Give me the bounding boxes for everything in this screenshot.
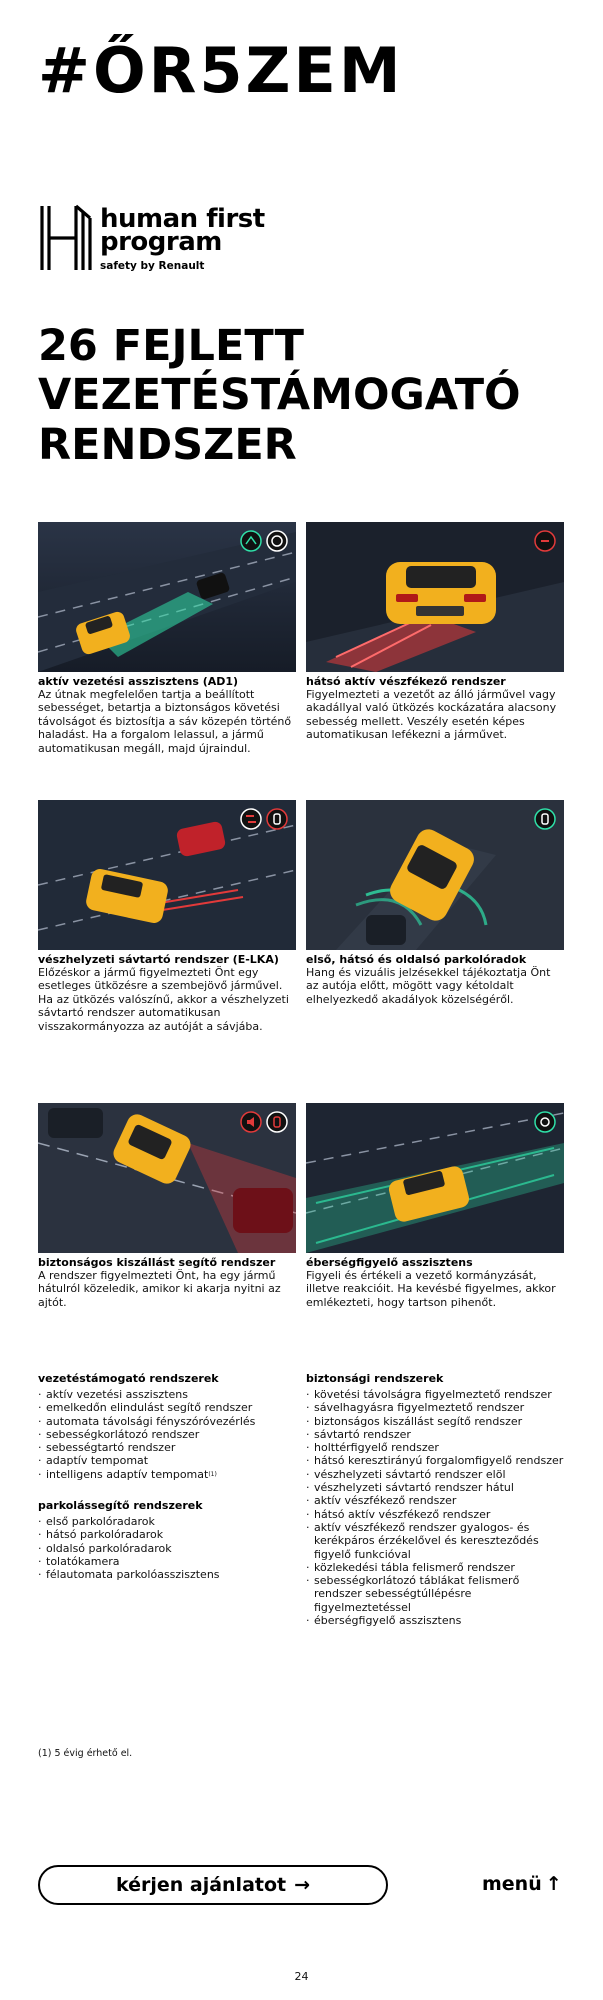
menu-label: menü xyxy=(482,1873,542,1895)
menu-button[interactable] xyxy=(482,1873,562,1895)
feature-card-ad1 xyxy=(38,522,296,755)
feature-image-safe-exit xyxy=(38,1103,296,1253)
feature-desc-safe-exit: A rendszer figyelmezteti Önt, ha egy jármű hátulról közeledik, amikor ki akarja nyitni az ajtót. xyxy=(38,1269,281,1309)
steering-wheel-icon xyxy=(266,530,288,552)
main-title-line2: VEZETÉSTÁMOGATÓ xyxy=(38,370,521,421)
list-item: · holttérfigyelő rendszer xyxy=(306,1441,568,1454)
list-item: · hátsó aktív vészfékező rendszer xyxy=(306,1508,568,1521)
feature-title-attention-assist: éberségfigyelő asszisztens xyxy=(306,1256,473,1269)
list-item: · vészhelyzeti sávtartó rendszer hátul xyxy=(306,1481,568,1494)
list-item: · sebességkorlátozó rendszer xyxy=(38,1428,300,1441)
feature-desc-rear-aeb: Figyelmezteti a vezetőt az álló járművel vagy akadállyal való ütközés kockázatára alacsony sebesség mellett. Veszély esetén képes automatikusan lefékezni a járművet. xyxy=(306,688,557,742)
list-item: · közlekedési tábla felismerő rendszer xyxy=(306,1561,568,1574)
feature-card-rear-aeb xyxy=(306,522,564,742)
feature-card-safe-exit xyxy=(38,1103,296,1309)
list-item: · automata távolsági fényszóróvezérlés xyxy=(38,1415,300,1428)
main-title-line1: 26 FEJLETT xyxy=(38,321,304,371)
safety-heading: biztonsági rendszerek xyxy=(306,1372,444,1385)
feature-desc-attention-assist: Figyeli és értékeli a vezető kormányzását, illetve reakcióit. Ha kevésbé figyelmes, akkor emlékezteti, hogy tartson pihenőt. xyxy=(306,1269,556,1309)
speaker-icon xyxy=(240,1111,262,1133)
list-item: · aktív vészfékező rendszer gyalogos- és kerékpáros érzékelővel és kereszteződés figyelő funkcióval xyxy=(306,1521,568,1561)
list-item: · sávelhagyásra figyelmeztető rendszer xyxy=(306,1401,568,1414)
list-item: · hátsó keresztirányú forgalomfigyelő rendszer xyxy=(306,1454,568,1467)
feature-image-attention-assist xyxy=(306,1103,564,1253)
list-item: · aktív vezetési asszisztens xyxy=(38,1388,300,1401)
footnote: (1) 5 évig érhető el. xyxy=(38,1748,133,1759)
list-item: · éberségfigyelő asszisztens xyxy=(306,1614,568,1627)
arrow-right-icon: → xyxy=(294,1874,311,1896)
footnote-marker: (1) xyxy=(208,1470,217,1478)
list-item: · tolatókamera xyxy=(38,1555,300,1568)
feature-image-rear-aeb xyxy=(306,522,564,672)
feature-image-elka xyxy=(38,800,296,950)
list-item: · oldalsó parkolóradarok xyxy=(38,1542,300,1555)
list-item: · első parkolóradarok xyxy=(38,1515,300,1528)
feature-desc-parking-sensors: Hang és vizuális jelzésekkel tájékoztatja Önt az autója előtt, mögött vagy kétoldalt elhelyezkedő akadályok közelségéről. xyxy=(306,966,551,1006)
logo-subtitle: safety by Renault xyxy=(100,260,205,272)
list-item: · sávtartó rendszer xyxy=(306,1428,568,1441)
feature-image-parking-sensors xyxy=(306,800,564,950)
feature-card-parking-sensors xyxy=(306,800,564,1006)
logo-mark-icon xyxy=(38,202,94,274)
logo-text-line2: program xyxy=(100,227,222,257)
driving-assist-heading: vezetéstámogató rendszerek xyxy=(38,1372,219,1385)
hashtag-title: #ŐR5ZEM xyxy=(38,34,404,107)
feature-desc-elka: Előzéskor a jármű figyelmezteti Önt egy esetleges ütközésre a szembejövő járművel. Ha az ütközés valószínű, akkor a vészhelyzeti sávtartó rendszer automatikusan visszakormányozza az autóját a sávjába. xyxy=(38,966,289,1033)
list-item-text: intelligens adaptív tempomat xyxy=(46,1467,209,1481)
human-first-program-logo xyxy=(38,202,298,274)
main-title xyxy=(38,322,578,470)
list-item: · sebességkorlátozó táblákat felismerő rendszer sebességtúllépésre figyelmeztetéssel xyxy=(306,1574,568,1614)
parking-sensor-icon xyxy=(534,808,556,830)
door-icon xyxy=(266,1111,288,1133)
list-item-with-footnote xyxy=(38,1468,300,1481)
arrow-up-icon: ↑ xyxy=(545,1873,562,1895)
feature-card-elka xyxy=(38,800,296,1033)
brake-warning-icon xyxy=(534,530,556,552)
feature-title-ad1: aktív vezetési asszisztens (AD1) xyxy=(38,675,239,688)
request-offer-label: kérjen ajánlatot xyxy=(115,1874,287,1896)
request-offer-button[interactable] xyxy=(38,1865,388,1905)
logo-text-line1: human first xyxy=(100,204,265,234)
list-item: · aktív vészfékező rendszer xyxy=(306,1494,568,1507)
list-item: · vészhelyzeti sávtartó rendszer elöl xyxy=(306,1468,568,1481)
driving-assist-list xyxy=(38,1372,300,1582)
feature-title-safe-exit: biztonságos kiszállást segítő rendszer xyxy=(38,1256,276,1269)
main-title-line3: RENDSZER xyxy=(38,419,297,470)
feature-title-parking-sensors: első, hátsó és oldalsó parkolóradok xyxy=(306,953,527,966)
collision-icon xyxy=(240,808,262,830)
feature-title-elka: vészhelyzeti sávtartó rendszer (E-LKA) xyxy=(38,953,279,966)
list-item: · sebességtartó rendszer xyxy=(38,1441,300,1454)
feature-desc-ad1: Az útnak megfelelően tartja a beállított sebességet, betartja a biztonságos követési távolságot és biztosítja a sáv közepén történő haladást. Ha a forgalom lelassul, a jármű automatikusan megáll, majd újraindul. xyxy=(38,688,292,755)
list-item: · félautomata parkolóasszisztens xyxy=(38,1568,300,1581)
list-item: · követési távolságra figyelmeztető rendszer xyxy=(306,1388,568,1401)
parking-assist-heading: parkolássegítő rendszerek xyxy=(38,1499,203,1513)
feature-image-ad1 xyxy=(38,522,296,672)
list-item: · hátsó parkolóradarok xyxy=(38,1528,300,1541)
safety-systems-list xyxy=(306,1372,568,1627)
page-number: 24 xyxy=(294,1970,309,1983)
lane-icon xyxy=(266,808,288,830)
list-item: · biztonságos kiszállást segítő rendszer xyxy=(306,1415,568,1428)
speed-icon xyxy=(240,530,262,552)
feature-card-attention-assist xyxy=(306,1103,564,1309)
list-item: · emelkedőn elindulást segítő rendszer xyxy=(38,1401,300,1414)
feature-title-rear-aeb: hátsó aktív vészfékező rendszer xyxy=(306,675,506,688)
list-item: · adaptív tempomat xyxy=(38,1454,300,1467)
driver-attention-icon xyxy=(534,1111,556,1133)
